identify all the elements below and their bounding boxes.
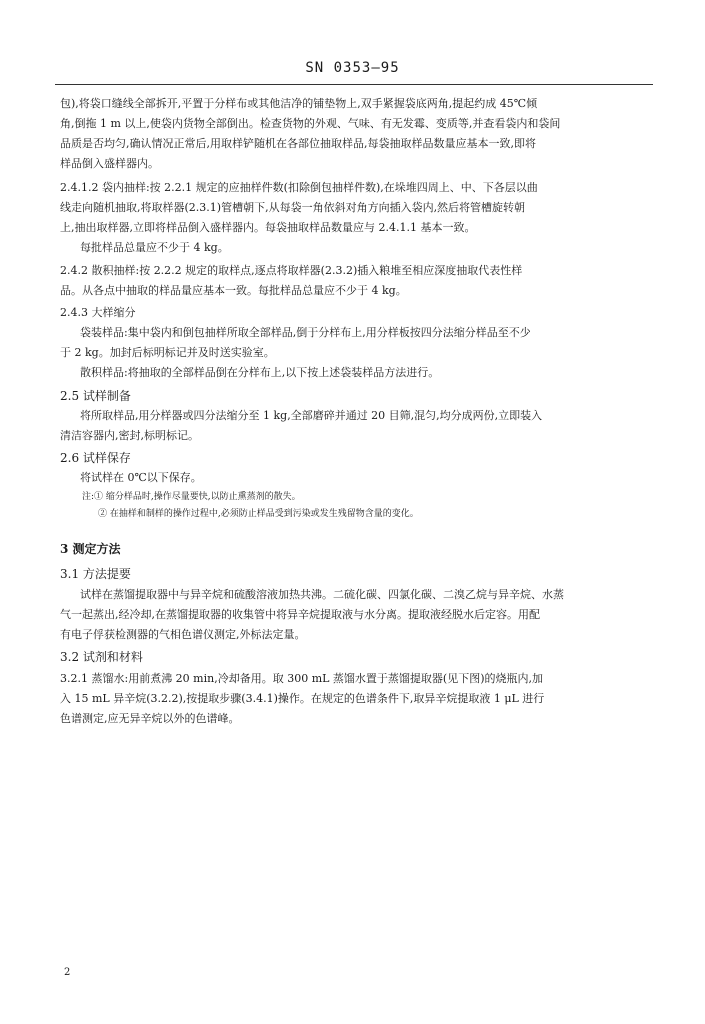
section-3-1-heading: 3.1 方法提要 [60,567,131,581]
clause-2-4-1-2: 2.4.1.2 袋内抽样:按 2.2.1 规定的应抽样件数(扣除倒包抽样件数),在垛堆四周上、中、下各层以曲 [60,181,538,194]
paragraph-line: 散积样品:将抽取的全部样品倒在分样布上,以下按上述袋装样品方法进行。 [80,366,440,379]
paragraph-line: 包),将袋口缝线全部拆开,平置于分样布或其他洁净的铺垫物上,双手紧握袋底两角,提起约成 45℃倾 [60,97,538,110]
paragraph-line: 将所取样品,用分样器或四分法缩分至 1 kg,全部磨碎并通过 20 目筛,混匀,均分成两份,立即装入 [80,409,543,422]
note-2: ② 在抽样和制样的操作过程中,必须防止样品受到污染或发生残留物含量的变化。 [98,509,419,519]
paragraph-line: 有电子俘获检测器的气相色谱仪测定,外标法定量。 [60,628,306,641]
paragraph-line: 品质是否均匀,确认情况正常后,用取样铲随机在各部位抽取样品,每袋抽取样品数量应基本一致,即将 [60,137,536,150]
paragraph-line: 于 2 kg。加封后标明标记并及时送实验室。 [60,346,275,359]
section-3-2-heading: 3.2 试剂和材料 [60,650,143,664]
paragraph-line: 上,抽出取样器,立即将样品倒入盛样器内。每袋抽取样品数量应与 2.4.1.1 基本一致。 [60,221,476,234]
clause-2-4-2: 2.4.2 散积抽样:按 2.2.2 规定的取样点,逐点将取样器(2.3.2)插入粮堆至相应深度抽取代表性样 [60,264,523,277]
paragraph-line: 入 15 mL 异辛烷(3.2.2),按提取步骤(3.4.1)操作。在规定的色谱条件下,取异辛烷提取液 1 μL 进行 [60,692,545,705]
paragraph-line: 袋装样品:集中袋内和倒包抽样所取全部样品,倒于分样布上,用分样板按四分法缩分样品至不少 [80,326,531,339]
page-number: 2 [64,967,71,978]
standard-code-header: SN 0353—95 [305,60,400,76]
paragraph-line: 试样在蒸馏提取器中与异辛烷和硫酸溶液加热共沸。二硫化碳、四氯化碳、二溴乙烷与异辛烷、水蒸 [80,588,564,601]
clause-3-2-1: 3.2.1 蒸馏水:用前煮沸 20 min,冷却备用。取 300 mL 蒸馏水置于蒸馏提取器(见下图)的烧瓶内,加 [60,672,544,685]
paragraph-line: 气一起蒸出,经冷却,在蒸馏提取器的收集管中将异辛烷提取液与水分离。提取液经脱水后定容。用配 [60,608,540,621]
paragraph-line: 色谱测定,应无异辛烷以外的色谱峰。 [60,712,240,725]
paragraph-line: 品。从各点中抽取的样品量应基本一致。每批样品总量应不少于 4 kg。 [60,284,407,297]
paragraph-line: 角,倒拖 1 m 以上,使袋内货物全部倒出。检查货物的外观、气味、有无发霉、变质等,并查看袋内和袋间 [60,117,561,130]
paragraph-line: 样品倒入盛样器内。 [60,157,159,170]
section-2-5-heading: 2.5 试样制备 [60,389,131,403]
note-1: 注:① 缩分样品时,操作尽量要快,以防止熏蒸剂的散失。 [82,492,301,502]
header-divider [55,84,653,85]
paragraph-line: 每批样品总量应不少于 4 kg。 [80,241,229,254]
paragraph-line: 将试样在 0℃以下保存。 [80,471,202,484]
clause-2-4-3-heading: 2.4.3 大样缩分 [60,306,136,319]
section-3-heading: 3 测定方法 [60,542,121,556]
section-2-6-heading: 2.6 试样保存 [60,451,131,465]
paragraph-line: 清洁容器内,密封,标明标记。 [60,429,199,442]
paragraph-line: 线走向随机抽取,将取样器(2.3.1)管槽朝下,从每袋一角依斜对角方向插入袋内,然后将管槽旋转朝 [60,201,526,214]
